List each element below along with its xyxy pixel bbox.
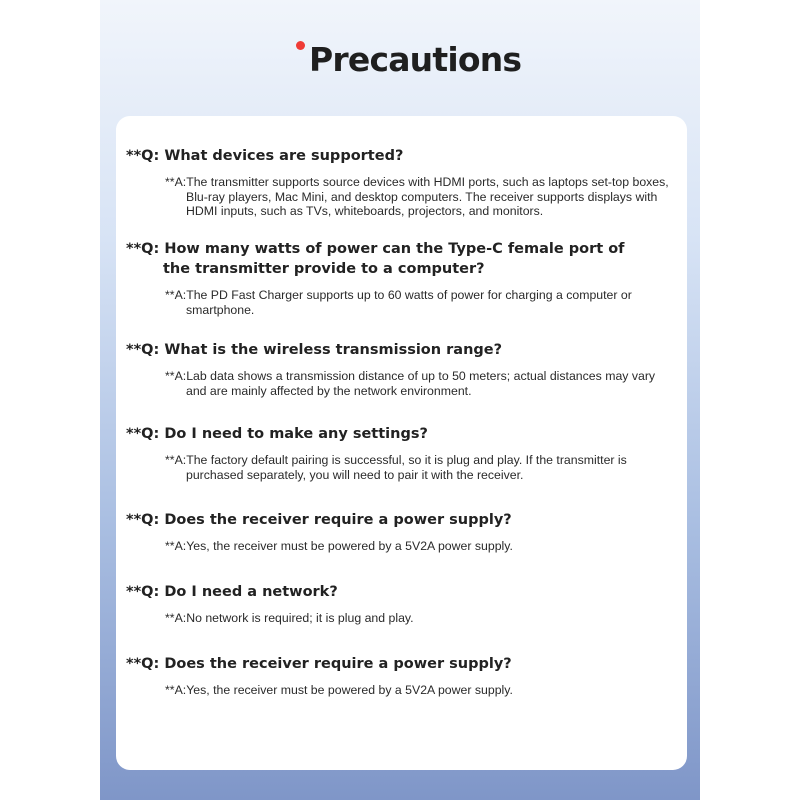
faq-question: **Q: What devices are supported? bbox=[126, 148, 404, 164]
faq-question: **Q: How many watts of power can the Type-C female port of the transmitter provide to a computer? bbox=[126, 241, 625, 277]
faq-question: **Q: Does the receiver require a power supply? bbox=[126, 512, 512, 528]
faq-answer: **A:The transmitter supports source devices with HDMI ports, such as laptops set-top boxes, Blu-ray players, Mac Mini, and desktop computers. The receiver supports displays with HDMI inputs, such as TVs, whiteboards, projectors, and monitors. bbox=[165, 175, 669, 219]
faq-question: **Q: What is the wireless transmission range? bbox=[126, 342, 503, 358]
faq-item-range bbox=[116, 340, 687, 398]
faq-question: **Q: Do I need to make any settings? bbox=[126, 426, 428, 442]
faq-item-network bbox=[116, 582, 687, 626]
faq-answer: **A:The PD Fast Charger supports up to 60 watts of power for charging a computer or smartphone. bbox=[165, 288, 632, 317]
red-dot-icon bbox=[296, 41, 305, 50]
faq-answer: **A:Yes, the receiver must be powered by a 5V2A power supply. bbox=[165, 539, 513, 553]
faq-answer: **A:Lab data shows a transmission distance of up to 50 meters; actual distances may vary and are mainly affected by the network environment. bbox=[165, 369, 656, 398]
precautions-poster bbox=[100, 0, 700, 800]
faq-item-power-supply bbox=[116, 510, 687, 554]
faq-answer: **A:Yes, the receiver must be powered by a 5V2A power supply. bbox=[165, 683, 513, 697]
faq-answer: **A:No network is required; it is plug and play. bbox=[165, 611, 414, 625]
faq-item-devices bbox=[116, 146, 687, 219]
faq-answer: **A:The factory default pairing is successful, so it is plug and play. If the transmitter is purchased separately, you will need to pair it with the receiver. bbox=[165, 453, 627, 482]
faq-item-settings bbox=[116, 424, 687, 482]
faq-item-power-watts bbox=[116, 239, 687, 317]
faq-question: **Q: Do I need a network? bbox=[126, 584, 338, 600]
faq-item-power-supply-2 bbox=[116, 654, 687, 698]
faq-question: **Q: Does the receiver require a power supply? bbox=[126, 656, 512, 672]
faq-card bbox=[116, 116, 687, 770]
page-title: Precautions bbox=[309, 40, 522, 79]
